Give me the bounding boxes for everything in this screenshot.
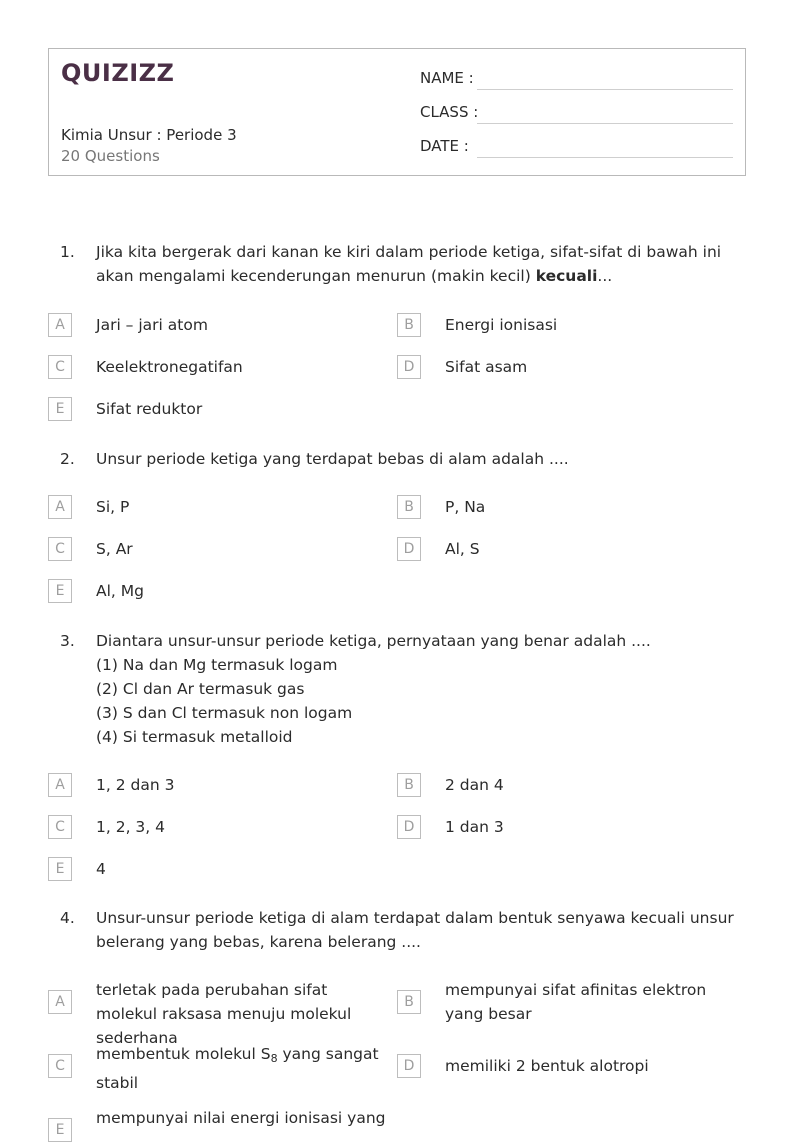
option-text: 2 dan 4	[445, 776, 504, 794]
option-text: S, Ar	[96, 540, 133, 558]
question-number: 4.	[60, 909, 75, 927]
question-text-main: Jika kita bergerak dari kanan ke kiri dalam periode ketiga, sifat-sifat di bawah ini akan mengalami kecenderungan menurun (makin kecil)	[96, 243, 722, 285]
worksheet-header	[48, 48, 746, 176]
option-letter-box: A	[48, 495, 72, 519]
option-letter-box: B	[397, 773, 421, 797]
question-text-tail: ...	[597, 267, 613, 285]
option-letter-box: E	[48, 579, 72, 603]
question-line: (2) Cl dan Ar termasuk gas	[96, 680, 305, 698]
option-text: mempunyai nilai energi ionisasi yang	[96, 1109, 386, 1127]
option-text: Sifat reduktor	[96, 400, 203, 418]
option-letter-box: C	[48, 1054, 72, 1078]
option-text-part: membentuk molekul S	[96, 1045, 271, 1063]
option-letter-box: C	[48, 355, 72, 379]
option-text: 1 dan 3	[445, 818, 504, 836]
worksheet-title: Kimia Unsur : Periode 3	[61, 126, 237, 144]
option-text: Al, S	[445, 540, 480, 558]
option-letter-box: B	[397, 313, 421, 337]
question-text	[96, 629, 736, 749]
question-line: (3) S dan Cl termasuk non logam	[96, 704, 353, 722]
question-line: Diantara unsur-unsur periode ketiga, pernyataan yang benar adalah ....	[96, 632, 651, 650]
option-text: 1, 2 dan 3	[96, 776, 175, 794]
question-text: Unsur periode ketiga yang terdapat bebas di alam adalah ....	[96, 450, 569, 468]
option-letter-box: A	[48, 990, 72, 1014]
option-letter-box: D	[397, 355, 421, 379]
subscript: 8	[270, 1052, 278, 1065]
question-line: (1) Na dan Mg termasuk logam	[96, 656, 338, 674]
question-number: 1.	[60, 243, 75, 261]
question-text-emphasis: kecuali	[535, 267, 598, 285]
option-letter-box: A	[48, 773, 72, 797]
option-letter-box: E	[48, 1118, 72, 1142]
date-label: DATE :	[420, 137, 469, 155]
question-number: 2.	[60, 450, 75, 468]
option-text: Jari – jari atom	[96, 316, 208, 334]
option-text: 1, 2, 3, 4	[96, 818, 166, 836]
option-letter-box: D	[397, 815, 421, 839]
option-letter-box: C	[48, 815, 72, 839]
option-letter-box: B	[397, 990, 421, 1014]
option-letter-box: B	[397, 495, 421, 519]
name-field[interactable]	[477, 89, 733, 90]
option-text: mempunyai sifat afinitas elektron yang besar	[445, 981, 707, 1023]
option-letter-box: C	[48, 537, 72, 561]
option-letter-box: D	[397, 537, 421, 561]
question-number: 3.	[60, 632, 75, 650]
option-text: Keelektronegatifan	[96, 358, 243, 376]
option-text: P, Na	[445, 498, 486, 516]
quizizz-logo: QUIZIZZ	[61, 59, 175, 87]
question-count: 20 Questions	[61, 147, 160, 165]
option-text-part: yang sangat stabil	[96, 1045, 379, 1092]
option-letter-box: E	[48, 857, 72, 881]
option-letter-box: E	[48, 397, 72, 421]
question-text: Unsur-unsur periode ketiga di alam terdapat dalam bentuk senyawa kecuali unsur belerang yang bebas, karena belerang ....	[96, 909, 734, 951]
date-field[interactable]	[477, 157, 733, 158]
option-text: Si, P	[96, 498, 130, 516]
class-field[interactable]	[477, 123, 733, 124]
option-text	[96, 1042, 386, 1095]
option-text: memiliki 2 bentuk alotropi	[445, 1057, 649, 1075]
question-line: (4) Si termasuk metalloid	[96, 728, 293, 746]
option-text: Energi ionisasi	[445, 316, 558, 334]
option-text: terletak pada perubahan sifat molekul raksasa menuju molekul sederhana	[96, 981, 352, 1047]
option-text: 4	[96, 860, 106, 878]
option-letter-box: A	[48, 313, 72, 337]
option-text: Sifat asam	[445, 358, 528, 376]
class-label: CLASS :	[420, 103, 479, 121]
question-text	[96, 240, 736, 288]
name-label: NAME :	[420, 69, 474, 87]
option-letter-box: D	[397, 1054, 421, 1078]
option-text: Al, Mg	[96, 582, 144, 600]
